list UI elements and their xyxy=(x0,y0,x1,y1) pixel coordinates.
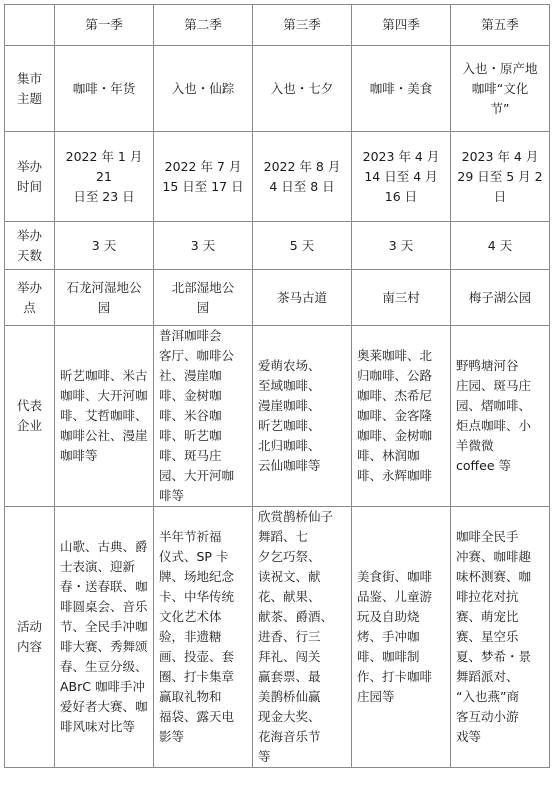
row-label-text: 集市 主题 xyxy=(16,70,42,106)
row-label xyxy=(5,222,55,270)
table-row-activities xyxy=(5,507,550,768)
table-cell xyxy=(154,507,253,768)
row-label-text: 举办 天数 xyxy=(16,227,42,263)
table-cell xyxy=(154,132,253,222)
cell-text: 美食街、咖啡 品鉴、儿童游 玩及自助烧 烤、手冲咖 啡、咖啡制 作、打卡咖啡 庄园等 xyxy=(357,569,433,704)
cell-text: 2022 年 7 月 15 日至 17 日 xyxy=(162,158,244,194)
table-cell xyxy=(55,222,154,270)
cell-text: 半年节祈福 仪式、SP 卡 牌、场地纪念 卡、中华传统 文化艺术体 验，非遗糖 画、投壶、套 圈、打卡集章 赢取礼物和 福袋、露天电 影等 xyxy=(159,529,235,744)
table-row-days xyxy=(5,222,550,270)
table-row-theme xyxy=(5,46,550,132)
table-cell xyxy=(451,326,550,507)
seasons-table xyxy=(4,4,550,768)
cell-text: 南三村 xyxy=(382,289,420,305)
cell-text: 昕艺咖啡、米古 咖啡、大开河咖 啡、艾哲咖啡、 咖啡公社、漫崖 咖啡等 xyxy=(60,368,148,463)
column-header: 第五季 xyxy=(451,5,550,46)
corner-cell xyxy=(5,5,55,46)
table-cell xyxy=(55,507,154,768)
header-row xyxy=(5,5,550,46)
cell-text: 石龙河湿地公 园 xyxy=(66,279,142,315)
cell-text: 3 天 xyxy=(190,237,216,253)
table-cell xyxy=(154,46,253,132)
row-label xyxy=(5,270,55,326)
cell-text: 山歌、古典、爵 士表演、迎新 春・送春联、咖 啡圆桌会、音乐 节、全民手冲咖 啡大赛、秀舞颂 春、生豆分级、 ABrC 咖啡手冲 爱好者大赛、咖 啡风味对比等 xyxy=(60,539,148,734)
table-cell xyxy=(55,326,154,507)
table-cell xyxy=(352,132,451,222)
cell-text: 5 天 xyxy=(289,237,315,253)
cell-text: 咖啡全民手 冲赛、咖啡趣 味杯测赛、咖 啡拉花对抗 赛、萌宠比 赛、星空乐 夏、梦希・景 舞蹈派对、 “入也燕”商 客互动小游 戏等 xyxy=(456,529,532,744)
cell-text: 茶马古道 xyxy=(276,289,327,305)
table-cell xyxy=(451,507,550,768)
table-cell xyxy=(154,222,253,270)
table-cell xyxy=(253,132,352,222)
cell-text: 爱萌农场、 至域咖啡、 漫崖咖啡、 昕艺咖啡、 北归咖啡、 云仙咖啡等 xyxy=(258,358,321,473)
table-cell xyxy=(451,132,550,222)
cell-text: 梅子湖公园 xyxy=(468,289,532,305)
table-cell xyxy=(55,132,154,222)
cell-text: 奥莱咖啡、北 归咖啡、公路 咖啡、杰希尼 咖啡、金客隆 咖啡、金树咖 啡、林润咖 啡、永辉咖啡 xyxy=(357,348,433,483)
table-cell xyxy=(154,326,253,507)
cell-text: 入也・仙踪 xyxy=(171,80,235,96)
cell-text: 普洱咖啡会 客厅、咖啡公 社、漫崖咖 啡、金树咖 啡、米谷咖 啡、昕艺咖 啡、斑马庄 园、大开河咖 啡等 xyxy=(159,328,235,503)
table-cell xyxy=(253,222,352,270)
table-cell xyxy=(451,222,550,270)
row-label xyxy=(5,326,55,507)
table-cell xyxy=(154,270,253,326)
cell-text: 3 天 xyxy=(91,237,117,253)
table-cell xyxy=(253,46,352,132)
table-cell xyxy=(451,46,550,132)
row-label-text: 代表 企业 xyxy=(16,398,42,433)
cell-text: 咖啡・年货 xyxy=(72,80,136,96)
row-label xyxy=(5,132,55,222)
cell-text: 3 天 xyxy=(388,237,414,253)
table-cell xyxy=(352,507,451,768)
column-header: 第三季 xyxy=(253,5,352,46)
table-cell xyxy=(253,507,352,768)
cell-text: 2023 年 4 月 14 日至 4 月 16 日 xyxy=(362,148,440,204)
row-label-text: 举办 时间 xyxy=(16,158,42,194)
row-label xyxy=(5,46,55,132)
cell-text: 北部湿地公 园 xyxy=(171,279,235,315)
row-label-text: 举办 点 xyxy=(16,279,42,315)
cell-text: 4 天 xyxy=(487,237,513,253)
table-cell xyxy=(352,270,451,326)
column-header: 第二季 xyxy=(154,5,253,46)
row-label-text: 活动 内容 xyxy=(16,619,42,654)
table-cell xyxy=(352,46,451,132)
table-cell xyxy=(352,326,451,507)
table-row-companies xyxy=(5,326,550,507)
cell-text: 2022 年 8 月 4 日至 8 日 xyxy=(263,158,341,194)
table-row-place xyxy=(5,270,550,326)
table-row-time xyxy=(5,132,550,222)
table-cell xyxy=(352,222,451,270)
table-cell xyxy=(55,270,154,326)
cell-text: 入也・七夕 xyxy=(270,80,334,96)
cell-text: 2023 年 4 月 29 日至 5 月 2 日 xyxy=(457,148,543,204)
column-header: 第一季 xyxy=(55,5,154,46)
table-cell xyxy=(451,270,550,326)
cell-text: 入也・原产地 咖啡“文化 节” xyxy=(462,60,538,116)
table-cell xyxy=(55,46,154,132)
row-label xyxy=(5,507,55,768)
cell-text: 咖啡・美食 xyxy=(369,80,433,96)
table-cell xyxy=(253,326,352,507)
cell-text: 2022 年 1 月 21 日至 23 日 xyxy=(65,148,143,204)
column-header: 第四季 xyxy=(352,5,451,46)
cell-text: 野鸭塘河谷 庄园、斑马庄 园、熠咖啡、 炬点咖啡、小 羊微微 coffee 等 xyxy=(456,358,532,473)
cell-text: 欣赏鹊桥仙子 舞蹈、七 夕乞巧祭、 读祝文、献 花、献果、 献茶、爵酒、 进香、行三 拜礼、闯关 赢套票、最 美鹊桥仙赢 现金大奖、 花海音乐节 等 xyxy=(258,509,334,764)
table-cell xyxy=(253,270,352,326)
